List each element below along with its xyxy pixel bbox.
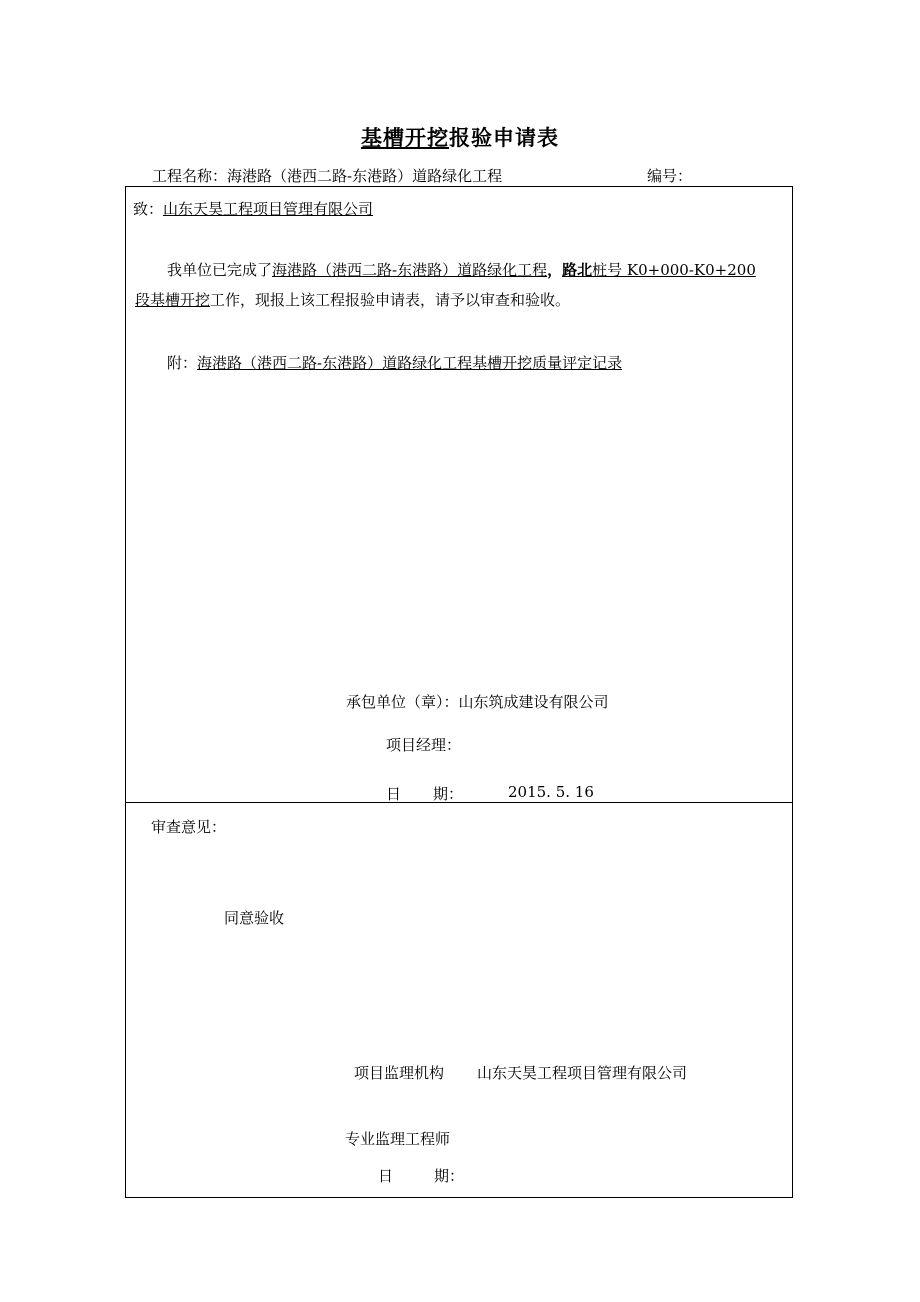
engineer-label: 专业监理工程师 — [345, 1130, 451, 1148]
contractor-label: 承包单位（章）： — [346, 693, 459, 711]
page-title — [0, 122, 920, 152]
attachment-line — [167, 352, 622, 373]
p2-work: 段基槽开挖 — [135, 291, 211, 309]
p1-comma: ， — [547, 261, 563, 279]
title-underlined: 基槽开挖 — [361, 125, 449, 150]
project-name: 海港路（港西二路-东港路）道路绿化工程 — [227, 167, 503, 185]
review-opinion-label: 审查意见： — [151, 818, 227, 836]
number-label: 编号： — [647, 167, 693, 185]
p1-prefix: 我单位已完成了 — [167, 261, 273, 279]
p1-stake: 桩号 K0+000-K0+200 — [592, 261, 756, 279]
p2-suffix: 工作，现报上该工程报验申请表，请予以审查和验收。 — [210, 291, 571, 309]
addressee-line — [133, 198, 373, 219]
application-date-value: 2015. 5. 16 — [508, 783, 594, 801]
supervision-org-name: 山东天昊工程项目管理有限公司 — [477, 1064, 688, 1082]
attach-label: 附： — [167, 354, 198, 372]
review-date-label-1: 日 — [378, 1167, 394, 1185]
application-date-label-1: 日 — [386, 785, 402, 803]
contractor-line — [346, 691, 609, 712]
review-date-label-2: 期： — [434, 1167, 465, 1185]
to-label: 致： — [133, 200, 164, 218]
application-date-label-2: 期： — [433, 785, 464, 803]
p1-side: 路北 — [562, 261, 593, 279]
title-rest: 报验申请表 — [449, 125, 559, 150]
supervision-org-label: 项目监理机构 — [354, 1064, 445, 1082]
application-paragraph-line-1 — [167, 259, 756, 280]
review-opinion-text: 同意验收 — [224, 909, 285, 927]
to-organization: 山东天昊工程项目管理有限公司 — [163, 200, 374, 218]
application-paragraph-line-2 — [135, 289, 570, 310]
attach-document: 海港路（港西二路-东港路）道路绿化工程基槽开挖质量评定记录 — [197, 354, 623, 372]
project-name-line — [152, 165, 502, 186]
project-label: 工程名称： — [152, 167, 228, 185]
contractor-name: 山东筑成建设有限公司 — [458, 693, 609, 711]
manager-label: 项目经理： — [386, 736, 462, 754]
p1-project: 海港路（港西二路-东港路）道路绿化工程 — [272, 261, 548, 279]
